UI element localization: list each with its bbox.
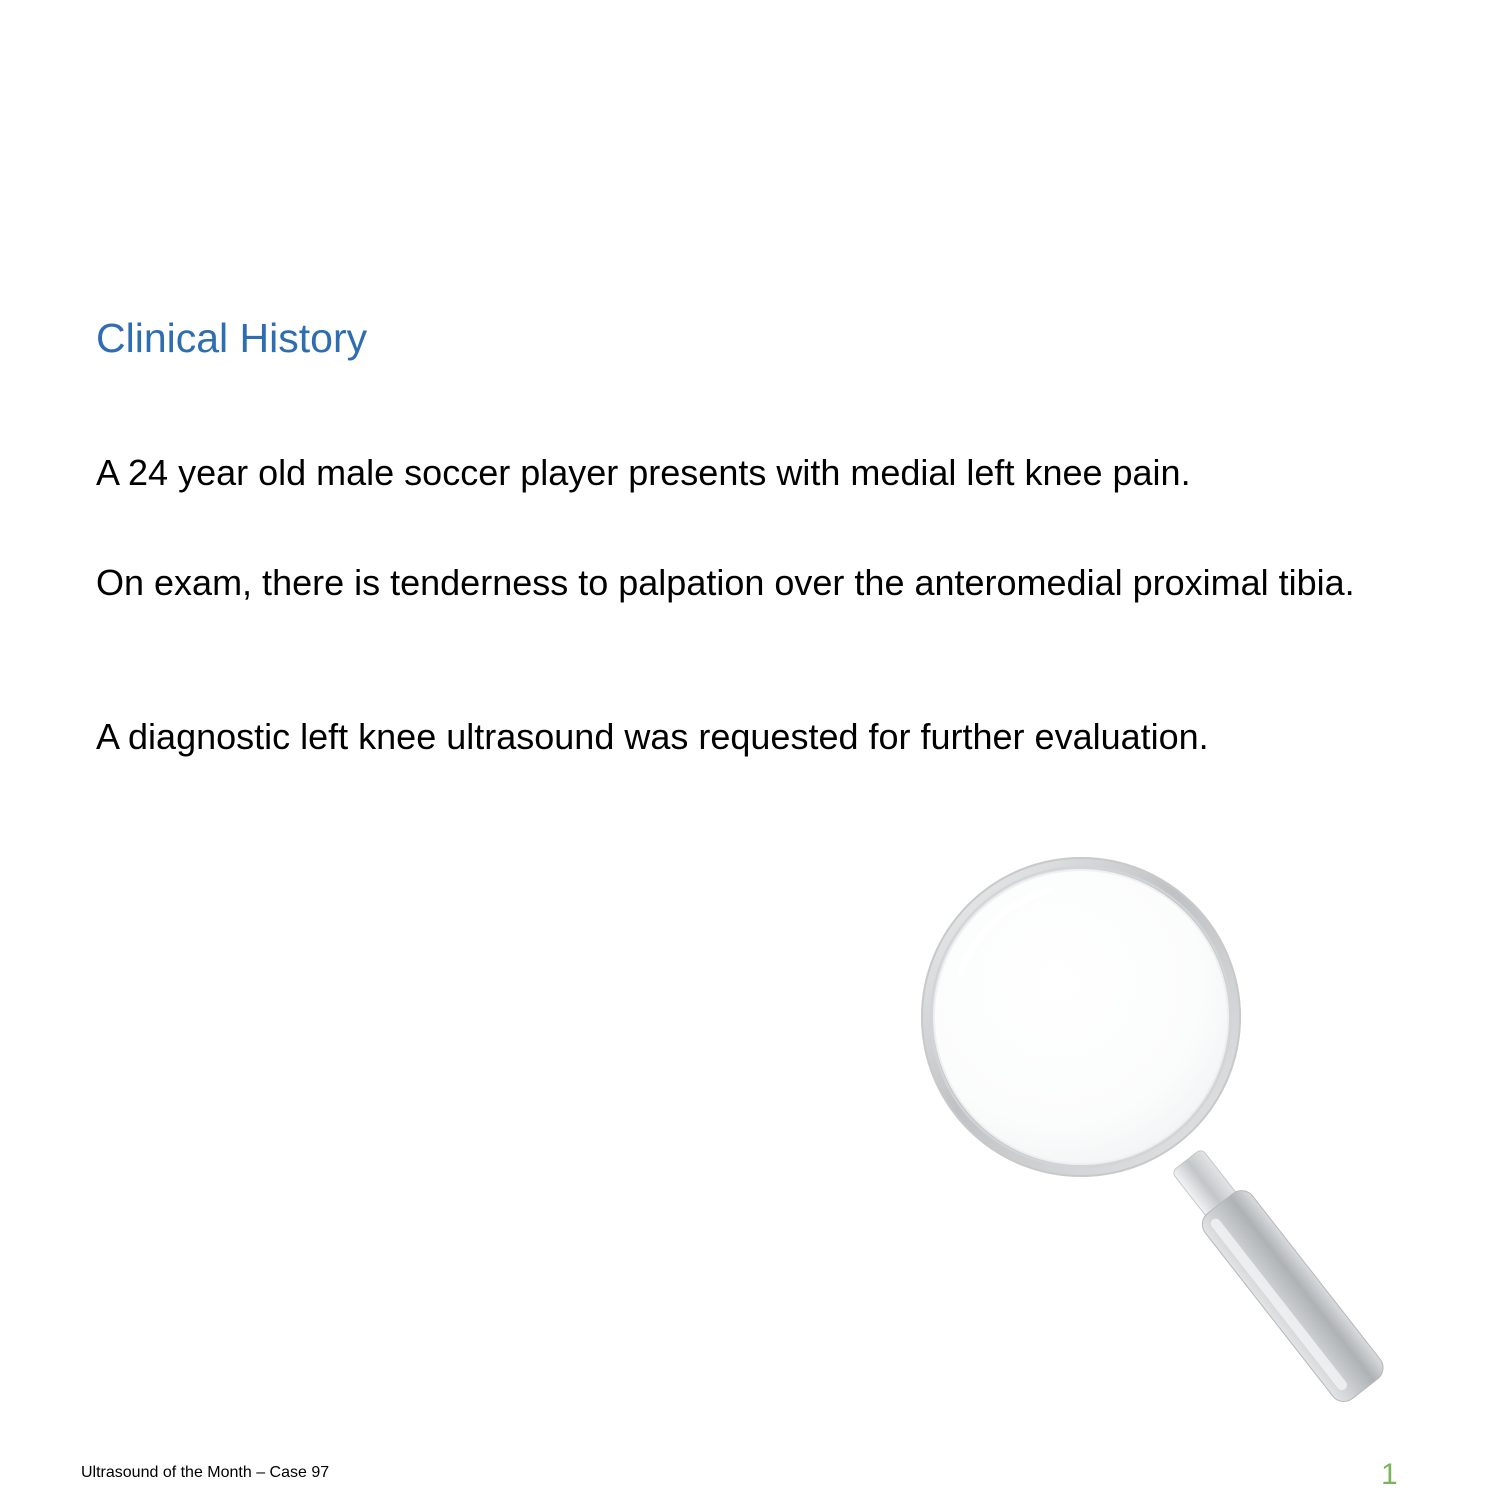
exam-paragraph: On exam, there is tenderness to palpation over the anteromedial proximal tibia. <box>96 562 1355 603</box>
footer-title: Ultrasound of the Month – Case 97 <box>81 1464 330 1481</box>
magnifying-glass-icon <box>900 835 1430 1435</box>
history-paragraph-1: A 24 year old male soccer player presents with medial left knee pain. <box>96 452 1191 493</box>
page-number: 1 <box>1381 1458 1398 1491</box>
ultrasound-request-paragraph: A diagnostic left knee ultrasound was requested for further evaluation. <box>96 716 1209 757</box>
section-heading: Clinical History <box>96 315 368 361</box>
